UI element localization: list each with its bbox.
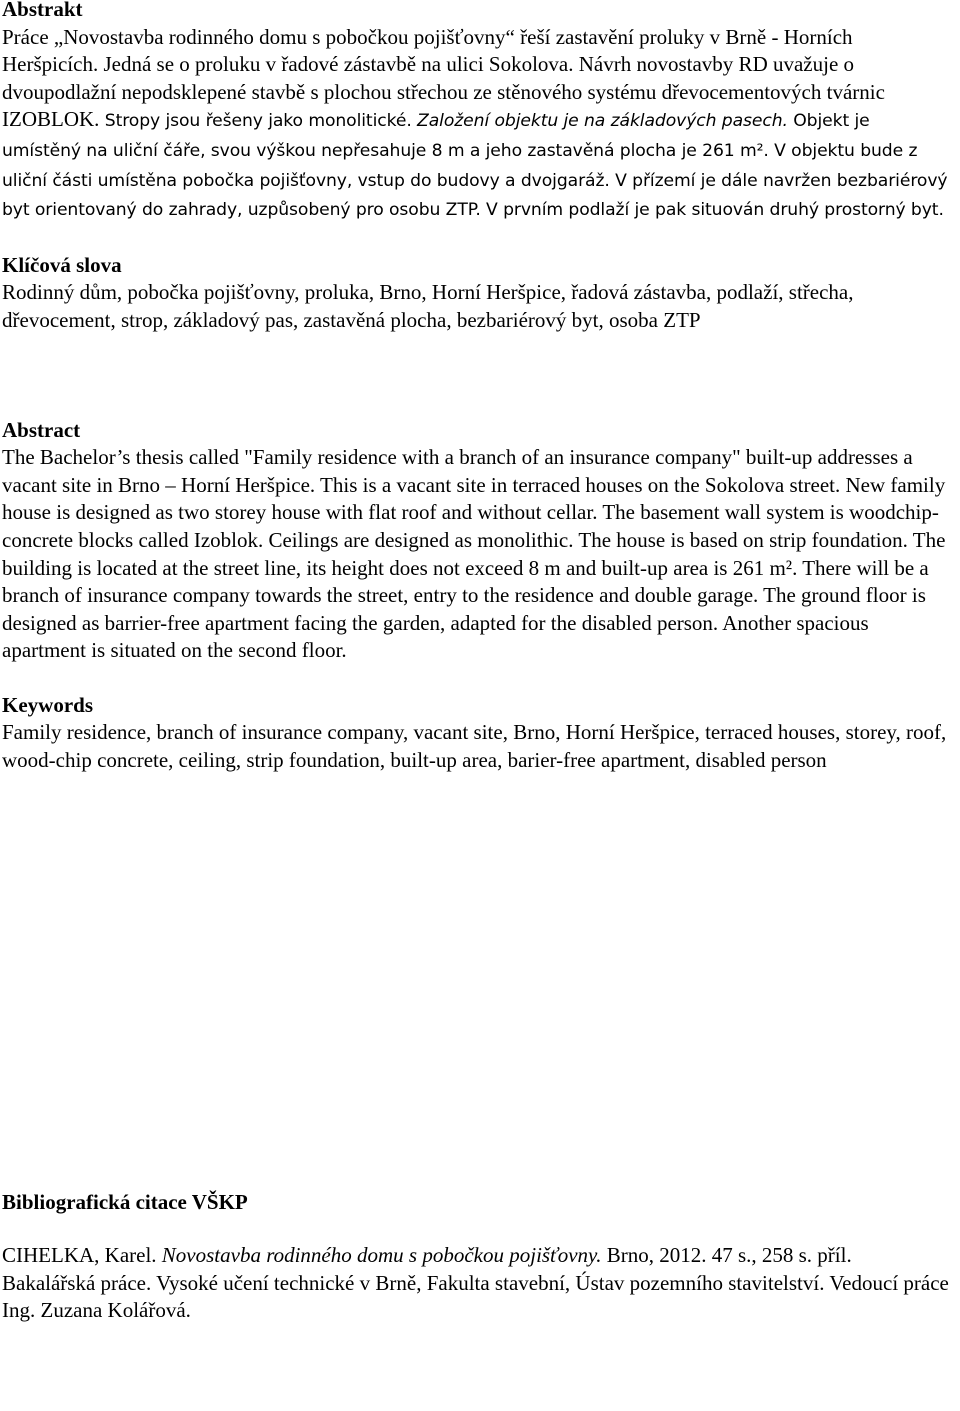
citace-text [2,1242,950,1325]
abstract-section [2,417,950,665]
keywords-text: Family residence, branch of insurance company, vacant site, Brno, Horní Heršpice, terraced houses, storey, roof, wood-chip concrete, ceiling, strip foundation, built-up area, barier-free apartment, disabled person [2,720,947,773]
spacer [2,775,950,1189]
spacer [2,335,950,417]
abstrakt-section [2,0,950,225]
citace-details: Brno, 2012. 47 s., 258 s. příl. Bakalářská práce. Vysoké učení technické v Brně, Fakulta stavební, Ústav pozemního stavitelství. Vedoucí práce Ing. Zuzana Kolářová. [2,1243,949,1323]
klicova-slova-section [2,252,950,335]
citace-section [2,1189,950,1325]
citace-author: CIHELKA, Karel. [2,1243,162,1268]
citace-heading: Bibliografická citace VŠKP [2,1189,248,1214]
citace-title: Novostavba rodinného domu s pobočkou pojišťovny. [161,1243,602,1268]
spacer [2,1216,950,1242]
abstrakt-sentence-1: Práce „Novostavba rodinného domu s pobočkou pojišťovny“ řeší zastavění proluky v Brně - Horních Heršpicích. Jedná se o proluku v řadové zástavbě na ulici Sokolova. Návrh novostavby RD uvažuje o dvoupodlažní nepodsklepené stavbě s plochou střechou ze stěnového systému dřevocementových tvárnic IZOBLOK. [2,24,885,132]
abstrakt-sentence-3: Založení objektu je na základových pasech. [411,111,788,132]
abstract-text: The Bachelor’s thesis called "Family residence with a branch of an insurance company" built-up addresses a vacant site in Brno – Horní Heršpice. This is a vacant site in terraced houses on the Sokolova street. New family house is designed as two storey house with flat roof and without cellar. The basement wall system is woodchip-concrete blocks called Izoblok. Ceilings are designed as monolithic. The house is based on strip foundation. The building is located at the street line, its height does not exceed 8 m and built-up area is 261 m². There will be a branch of insurance company towards the street, entry to the residence and double garage. The ground floor is designed as barrier-free apartment facing the garden, adapted for the disabled person. Another spacious apartment is situated on the second floor. [2,445,946,663]
keywords-section [2,692,950,775]
document-page [2,0,950,1325]
abstract-heading: Abstract [2,417,81,442]
abstrakt-heading: Abstrakt [2,0,83,21]
abstrakt-sentence-4: Objekt je umístěný na uliční čáře, svou výškou nepřesahuje 8 m a jeho zastavěná plocha je 261 m². V objektu bude z uliční části umístěna pobočka pojišťovny, vstup do budovy a dvojgaráž. V přízemí je dále navržen bezbariérový byt orientovaný do zahrady, uzpůsobený pro osobu ZTP. V prvním podlaží je pak situován druhý prostorný byt. [2,111,948,221]
abstrakt-sentence-2: Stropy jsou řešeny jako monolitické. [99,111,412,132]
spacer [2,225,950,252]
keywords-heading: Keywords [2,692,93,717]
spacer [2,665,950,692]
klicova-slova-heading: Klíčová slova [2,252,122,277]
abstrakt-text [2,24,950,225]
klicova-slova-text: Rodinný dům, pobočka pojišťovny, proluka, Brno, Horní Heršpice, řadová zástavba, podlaží, střecha, dřevocement, strop, základový pas, zastavěná plocha, bezbariérový byt, osoba ZTP [2,280,854,332]
